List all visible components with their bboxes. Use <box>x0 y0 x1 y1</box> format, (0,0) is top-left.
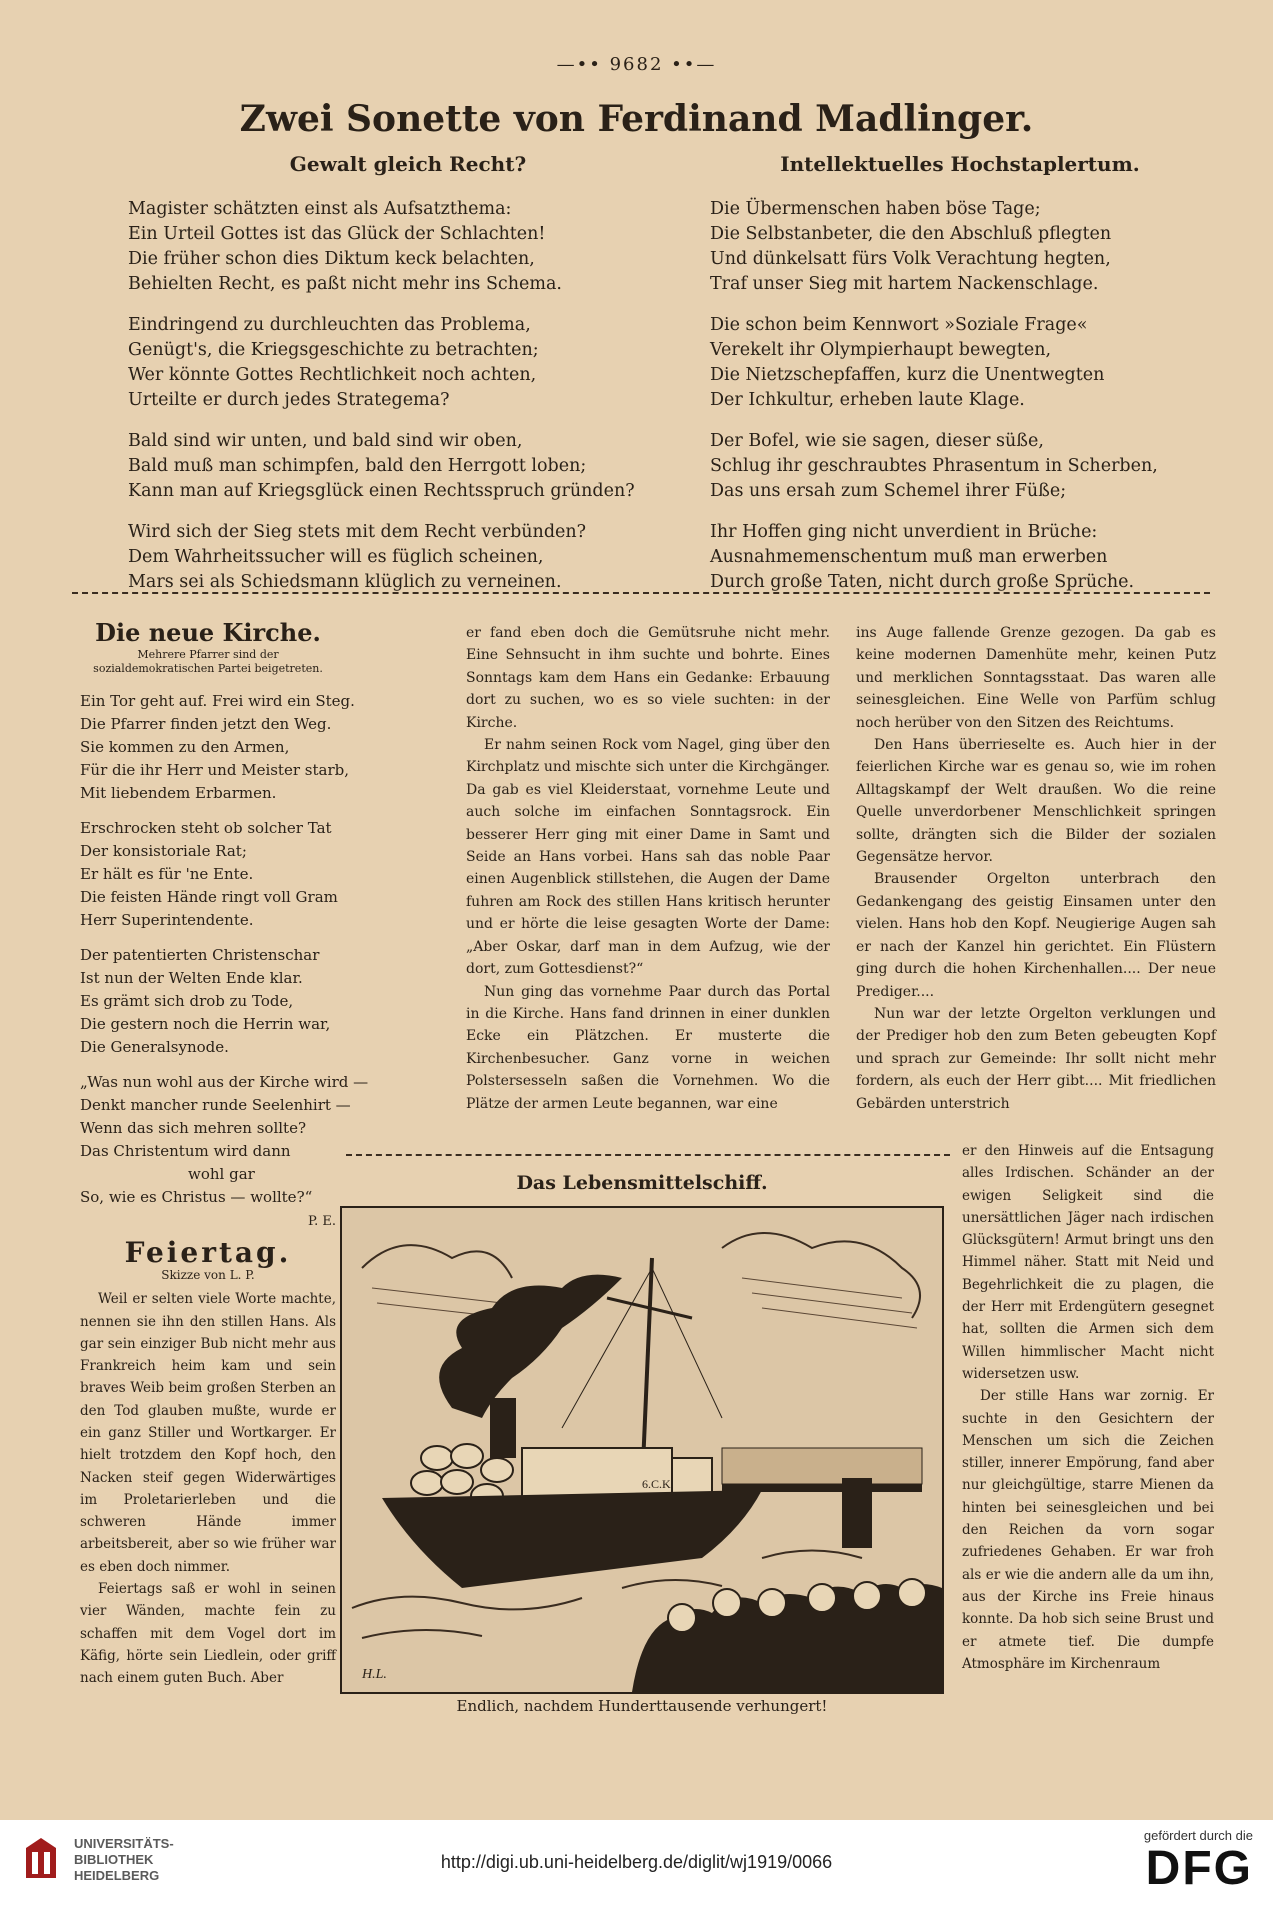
verse-line: Dem Wahrheitssucher will es füglich scheinen, <box>128 547 544 567</box>
story-title: Feiertag. <box>124 1235 292 1269</box>
page-number-value: 9682 <box>609 54 664 75</box>
verse-line: Mars sei als Schiedsmann klüglich zu verneinen. <box>128 572 562 592</box>
verse-line: Der Ichkultur, erheben laute Klage. <box>710 390 1025 410</box>
verse-line: Die Nietzschepfaffen, kurz die Unentwegten <box>710 365 1105 385</box>
source-url[interactable]: http://digi.ub.uni-heidelberg.de/diglit/wj1919/0066 <box>440 1852 833 1872</box>
column-3 <box>856 622 1216 1115</box>
verse-line: Eindringend zu durchleuchten das Problema, <box>128 315 531 335</box>
verse-line: Genügt's, die Kriegsgeschichte zu betrachten; <box>128 340 539 360</box>
illustration-caption: Endlich, nachdem Hunderttausende verhungert! <box>456 1697 828 1715</box>
verse-line: Das uns ersah zum Schemel ihrer Füße; <box>710 481 1067 501</box>
verse-line: Verekelt ihr Olympierhaupt bewegten, <box>710 340 1052 360</box>
sonnet-right <box>710 152 1210 611</box>
verse-line: Das Christentum wird dann <box>80 1142 291 1161</box>
stanza <box>128 197 688 297</box>
library-name-line: BIBLIOTHEK <box>74 1852 154 1867</box>
illustration-divider <box>346 1154 950 1156</box>
column-2 <box>466 622 830 1115</box>
story-paragraph: er den Hinweis auf die Entsagung alles Irdischen. Schänder an der ewigen Seligkeit sind die unersättlichen Jäger nach irdischen Glücksgütern! Armut bringt uns den Himmel näher. Statt mit Neid und Begehrlichkeit die zu plagen, die der Herr mit Erdengütern gesegnet hat, sollten die Armen sich dem Willen himmlischer Macht nicht widersetzen usw. <box>962 1143 1214 1382</box>
verse-line: Ein Urteil Gottes ist das Glück der Schlachten! <box>128 224 546 244</box>
verse-line: Für die ihr Herr und Meister starb, <box>80 761 349 780</box>
verse-line: Ihr Hoffen ging nicht unverdient in Brüche: <box>710 522 1098 542</box>
verse-line: Die schon beim Kennwort »Soziale Frage« <box>710 315 1088 335</box>
verse-line: Durch große Taten, nicht durch große Sprüche. <box>710 572 1135 592</box>
verse-line: Die Selbstanbeter, die den Abschluß pflegten <box>710 224 1112 244</box>
stanza <box>80 817 336 932</box>
verse-line: „Was nun wohl aus der Kirche wird — <box>80 1073 369 1092</box>
verse-line: Herr Superintendente. <box>80 911 254 930</box>
verse-line: Denkt mancher runde Seelenhirt — <box>80 1096 351 1115</box>
library-name-line: UNIVERSITÄTS- <box>74 1836 174 1851</box>
stanza <box>710 429 1210 504</box>
stanza <box>80 944 336 1059</box>
story-paragraph: Nun war der letzte Orgelton verklungen und der Prediger hob den zum Beten gebeugten Kopf und sprach zur Gemeinde: Ihr sollt nicht mehr fordern, als euch der Herr gibt.... Mit friedlichen Gebärden unterstrich <box>856 1005 1216 1112</box>
footer-bar <box>0 1820 1273 1910</box>
verse-line: Und dünkelsatt fürs Volk Verachtung hegten, <box>710 249 1111 269</box>
story-paragraph: er fand eben doch die Gemütsruhe nicht mehr. Eine Sehnsucht in ihm suchte und bohrte. Eines Sonntags kam dem Hans ein Gedanke: Erbauung dort zu suchen, wo es so viele suchten: in der Kirche. <box>466 625 830 731</box>
stanza <box>80 690 355 805</box>
stanza <box>710 197 1210 297</box>
column-3-narrow <box>962 1140 1214 1675</box>
sonnet-left-title: Gewalt gleich Recht? <box>289 152 527 176</box>
verse-line: Bald sind wir unten, und bald sind wir oben, <box>128 431 523 451</box>
verse-line: Behielten Recht, es paßt nicht mehr ins Schema. <box>128 274 562 294</box>
column-1 <box>80 618 369 1690</box>
main-title: Zwei Sonette von Ferdinand Madlinger. <box>239 98 1034 140</box>
section-divider <box>72 592 1210 594</box>
verse-line: Bald muß man schimpfen, bald den Herrgott loben; <box>128 456 587 476</box>
verse-line: Mit liebendem Erbarmen. <box>80 784 277 803</box>
verse-line: Es grämt sich drob zu Tode, <box>80 992 294 1011</box>
verse-line: Urteilte er durch jedes Strategema? <box>128 390 450 410</box>
funded-by-text: gefördert durch die <box>1143 1828 1253 1843</box>
dfg-wordmark: DFG <box>1145 1842 1253 1895</box>
verse-line: Wenn das sich mehren sollte? <box>80 1119 307 1138</box>
verse-line: Ausnahmemenschentum muß man erwerben <box>710 547 1108 567</box>
story-paragraph: Weil er selten viele Worte machte, nennen sie ihn den stillen Hans. Als gar sein einziger Bub nicht mehr aus Frankreich heim kam und sein braves Weib beim großen Sterben an den Tod glauben mußte, wurde er ein ganz Stiller und Wortkarger. Er hielt trotzdem den Kopf hoch, den Nacken steif gegen Widerwärtiges im Proletarierleben und die schweren Hände immer arbeitsbereit, aber so wie früher war es eben doch nimmer. <box>80 1291 336 1575</box>
stanza <box>80 1071 369 1209</box>
stanza <box>128 429 688 504</box>
story-byline: Skizze von L. P. <box>161 1268 255 1283</box>
verse-line: Wird sich der Sieg stets mit dem Recht verbünden? <box>128 522 587 542</box>
verse-line: Traf unser Sieg mit hartem Nackenschlage. <box>710 274 1099 294</box>
library-name-line: HEIDELBERG <box>74 1868 160 1883</box>
story-paragraph: Brausender Orgelton unterbrach den Gedankengang des geistig Einsamen unter den vielen. Hans hob den Kopf. Neugierige Augen sah er nach der Kanzel hin gerichtet. Ein Flüstern ging durch die hohen Kirchenhallen.... Der neue Prediger.... <box>856 871 1216 1000</box>
verse-line: Die feisten Hände ringt voll Gram <box>80 888 338 907</box>
verse-line: Sie kommen zu den Armen, <box>80 738 290 757</box>
illustration-title: Das Lebensmittelschiff. <box>516 1172 768 1194</box>
verse-line: Ein Tor geht auf. Frei wird ein Steg. <box>80 692 355 711</box>
illustration <box>340 1206 944 1694</box>
verse-line: Erschrocken steht ob solcher Tat <box>80 819 332 838</box>
story-paragraph: Nun ging das vornehme Paar durch das Portal in die Kirche. Hans fand drinnen in einer dunklen Ecke ein Plätzchen. Er musterte die Kirchenbesucher. Ganz vorne in weichen Polstersesseln saßen die Vornehmen. Wo die Plätze der armen Leute begannen, war eine <box>466 983 830 1112</box>
verse-line: Die früher schon dies Diktum keck belachten, <box>128 249 535 269</box>
ship-illustration <box>342 1208 942 1692</box>
verse-line: Die gestern noch die Herrin war, <box>80 1015 331 1034</box>
dfg-logo[interactable] <box>1144 1828 1253 1895</box>
verse-line: Die Generalsynode. <box>80 1038 229 1057</box>
sonnet-right-title: Intellektuelles Hochstaplertum. <box>780 152 1140 176</box>
sonnet-left <box>128 152 688 611</box>
stanza <box>710 520 1210 595</box>
story-paragraph: Er nahm seinen Rock vom Nagel, ging über den Kirchplatz und mischte sich unter die Kirchgänger. Da gab es viel Kleiderstaat, vornehme Leute und auch solche im einfachen Sonntagsrock. Ein besserer Herr ging mit einer Dame in Samt und Seide an Hans vorbei. Hans sah das noble Paar einen Augenblick stillstehen, die Augen der Dame fuhren am Rock des stillen Hans kritisch herunter und er hörte die leise gesagten Worte der Dame: „Aber Oskar, darf man in dem Aufzug, wie der dort, zum Gottesdienst?“ <box>466 737 830 978</box>
story-paragraph: Der stille Hans war zornig. Er suchte in den Gesichtern der Menschen um sich die Zeichen stiller, innerer Empörung, fand aber nur gleichgültige, starre Mienen da hinten bei seinesgleichen und bei den Reichen da vorn sogar zufriedenes Gehaben. Er war froh als er wie die andern alle da um ihn, aus der Kirche ins Freie hinaus konnte. Da hob sich seine Brust und er atmete tief. Die dumpfe Atmosphäre im Kirchenraum <box>962 1388 1214 1672</box>
story-paragraph: Den Hans überrieselte es. Auch hier in der feierlichen Kirche war es genau so, wie im rohen Alltagskampf der Welt draußen. Wo die reine Quelle unverdorbener Menschlichkeit springen sollte, drängten sich die Bilder der sozialen Gegensätze hervor. <box>856 737 1216 866</box>
verse-line: Kann man auf Kriegsglück einen Rechtsspruch gründen? <box>128 481 635 501</box>
verse-line: Die Übermenschen haben böse Tage; <box>710 199 1041 219</box>
artist-initials: H.L. <box>362 1667 387 1682</box>
poem-subtitle: Mehrere Pfarrer sind der sozialdemokratischen Partei beigetreten. <box>93 648 323 676</box>
story-paragraph: ins Auge fallende Grenze gezogen. Da gab es keine modernen Damenhüte mehr, keinen Putz und merklichen Sonntagsstaat. Das waren alle seinesgleichen. Eine Welle von Parfüm schlug noch herüber von den Sitzen des Reichtums. <box>856 625 1216 731</box>
stanza <box>710 313 1210 413</box>
page-number: —•• 9682 ••— <box>556 54 717 75</box>
verse-line: wohl gar <box>188 1165 255 1184</box>
poem-title: Die neue Kirche. <box>95 618 321 647</box>
stanza <box>128 520 688 595</box>
ship-name: 6.C.K <box>642 1477 671 1491</box>
stanza <box>128 313 688 413</box>
story-paragraph: Feiertags saß er wohl in seinen vier Wänden, machte fein zu schaffen mit dem Vogel dort im Käfig, hörte sein Liedlein, oder griff nach einem guten Buch. Aber <box>80 1581 336 1687</box>
verse-line: Der patentierten Christenschar <box>80 946 320 965</box>
verse-line: Schlug ihr geschraubtes Phrasentum in Scherben, <box>710 456 1158 476</box>
verse-line: Magister schätzten einst als Aufsatzthema: <box>128 199 512 219</box>
verse-line: Die Pfarrer finden jetzt den Weg. <box>80 715 332 734</box>
verse-line: Der konsistoriale Rat; <box>80 842 247 861</box>
verse-line: Ist nun der Welten Ende klar. <box>80 969 303 988</box>
poem-signature: P. E. <box>308 1214 336 1230</box>
verse-line: Er hält es für 'ne Ente. <box>80 865 254 884</box>
verse-line: Der Bofel, wie sie sagen, dieser süße, <box>710 431 1044 451</box>
verse-line: Wer könnte Gottes Rechtlichkeit noch achten, <box>128 365 537 385</box>
verse-line: So, wie es Christus — wollte?“ <box>80 1188 313 1207</box>
